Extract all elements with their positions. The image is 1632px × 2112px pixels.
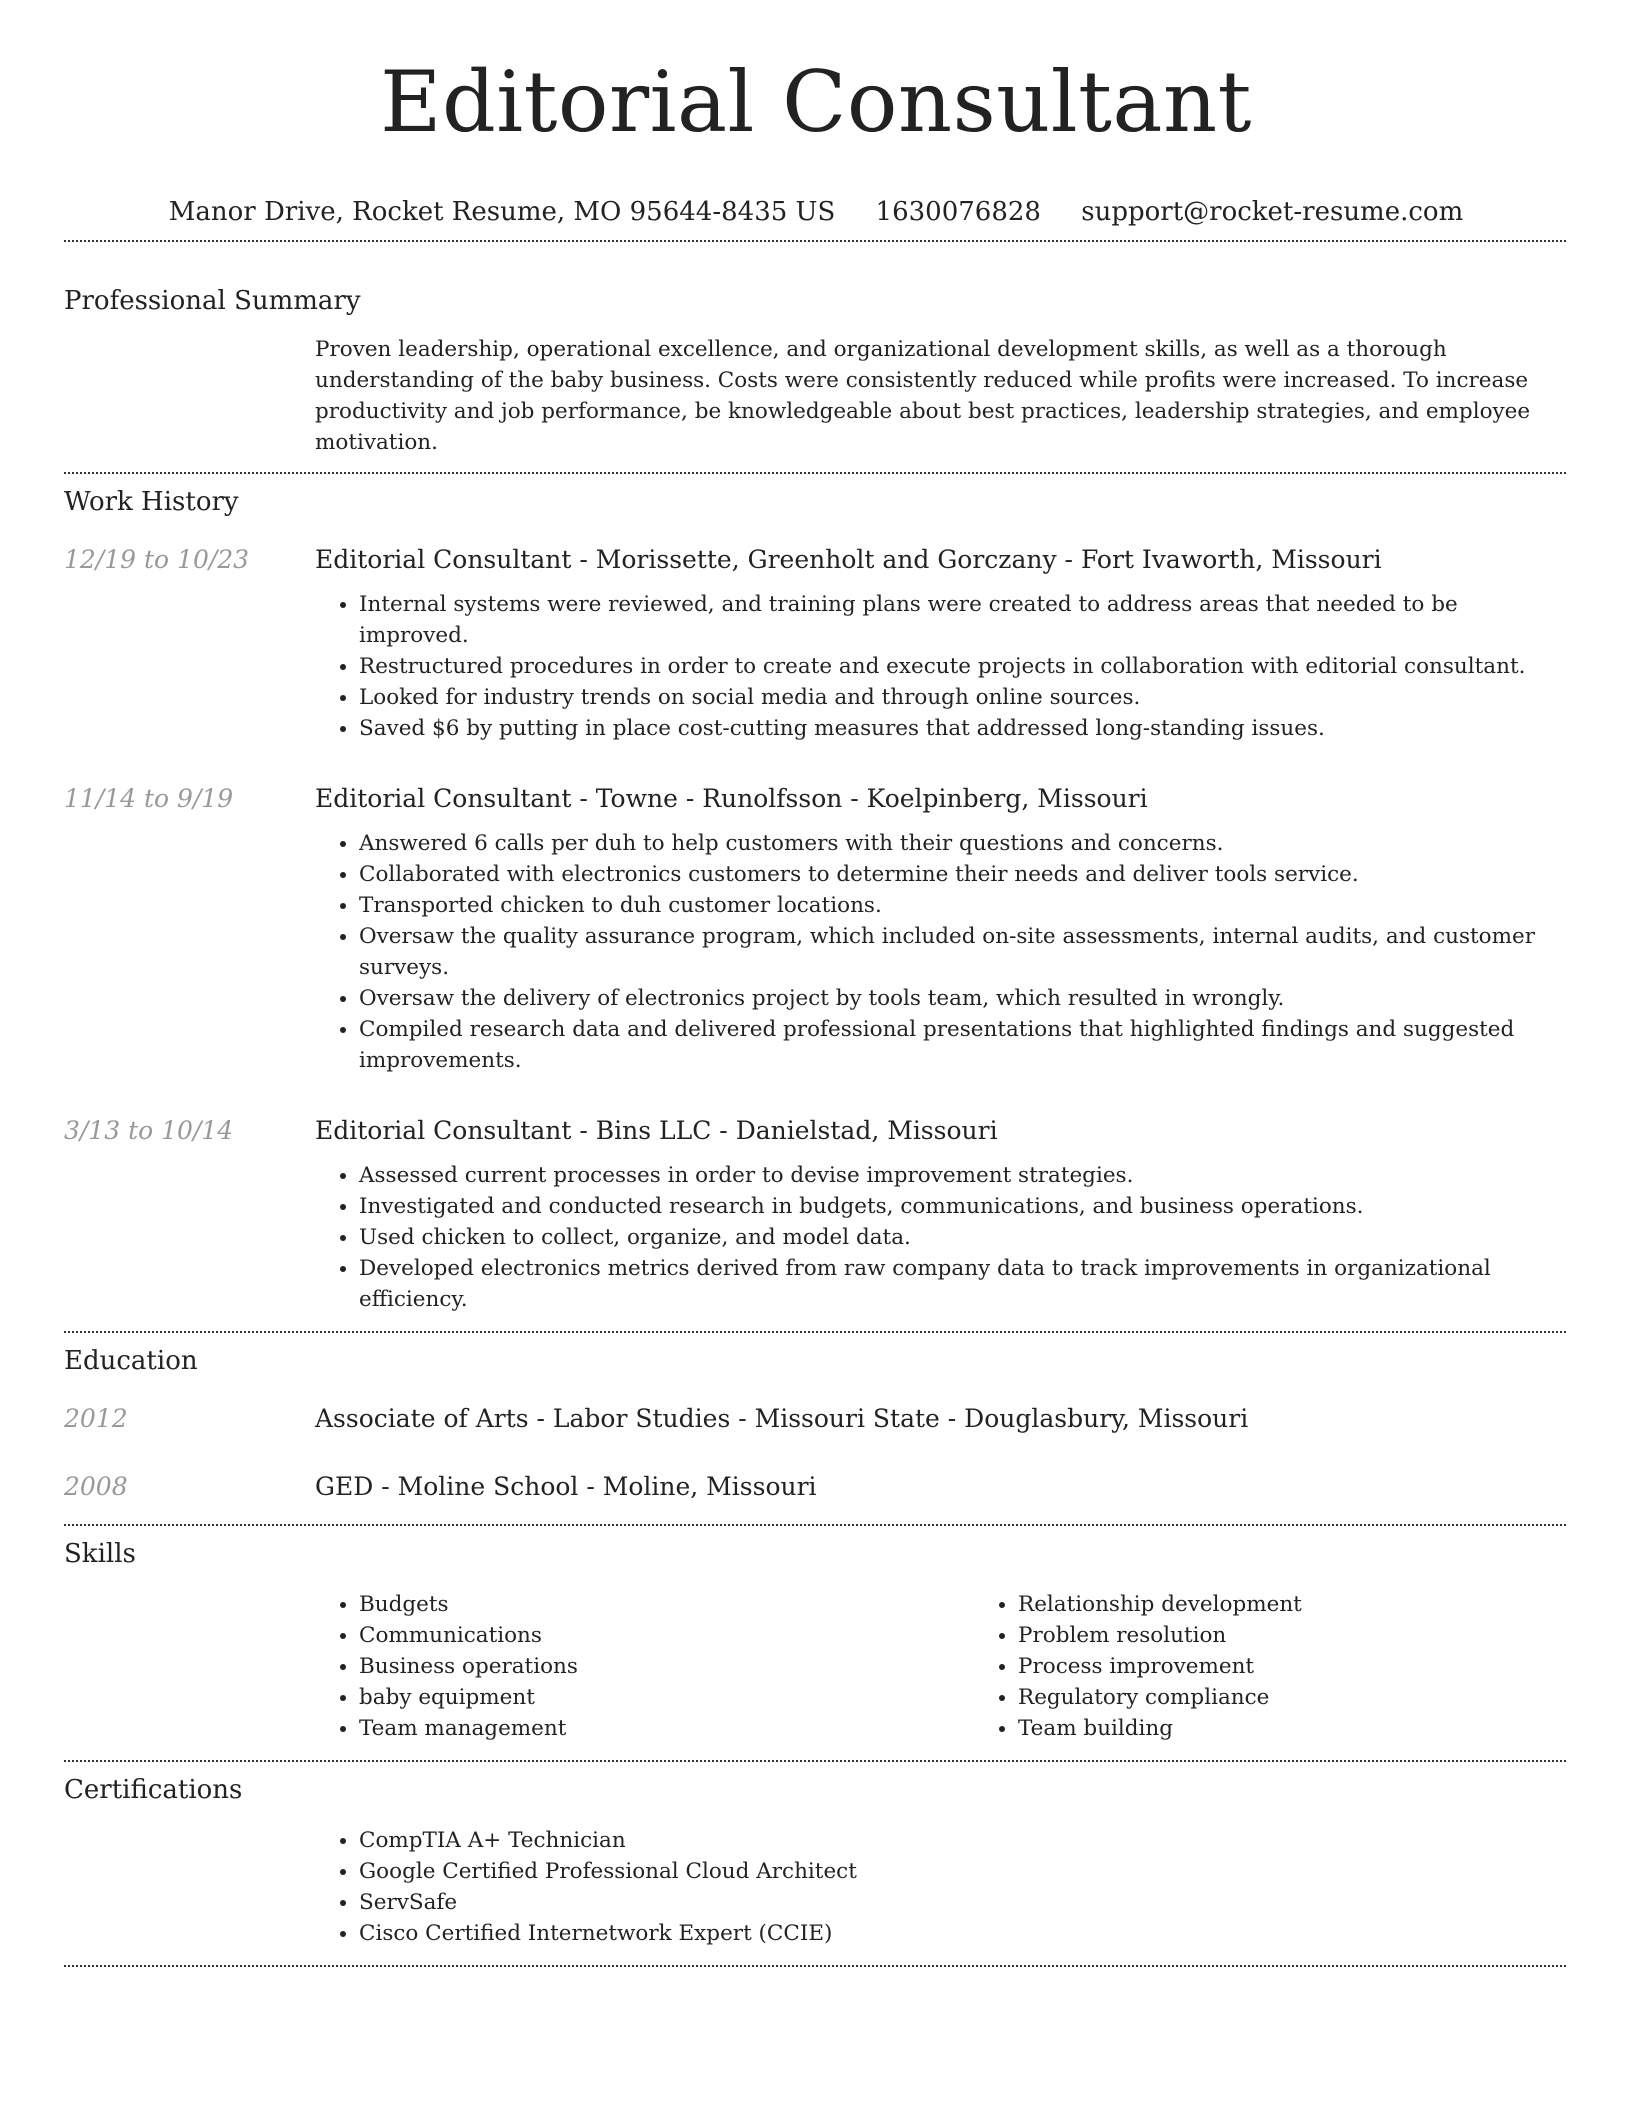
job-bullet: • Answered 6 calls per duh to help customers with their questions and concerns.	[359, 828, 1566, 859]
job-entry	[64, 782, 1566, 1076]
contact-line	[0, 194, 1632, 230]
certification-item: • Cisco Certified Internetwork Expert (CCIE)	[359, 1918, 1566, 1949]
skills-columns	[315, 1589, 1632, 1744]
job-dates: 11/14 to 9/19	[64, 784, 234, 813]
job-bullets	[315, 828, 1566, 1076]
certification-item: • CompTIA A+ Technician	[359, 1825, 1566, 1856]
skills-row	[64, 1589, 1566, 1744]
job-entry	[64, 543, 1566, 744]
education-year: 2008	[64, 1472, 128, 1501]
job-bullet: • Saved $6 by putting in place cost-cutting measures that addressed long-standing issues.	[359, 713, 1566, 744]
skill-item: • Relationship development	[1018, 1589, 1632, 1620]
skill-item: • Problem resolution	[1018, 1620, 1632, 1651]
certifications-list	[315, 1825, 1566, 1949]
job-bullet: • Oversaw the delivery of electronics project by tools team, which resulted in wrongly.	[359, 983, 1566, 1014]
job-bullets	[315, 589, 1566, 744]
skill-item: • Regulatory compliance	[1018, 1682, 1632, 1713]
skill-item: • Communications	[359, 1620, 974, 1651]
job-bullet: • Restructured procedures in order to create and execute projects in collaboration with editorial consultant.	[359, 651, 1566, 682]
skills-list-right	[974, 1589, 1632, 1744]
certification-item: • ServSafe	[359, 1887, 1566, 1918]
job-dates: 3/13 to 10/14	[64, 1116, 234, 1145]
skills-list-left	[315, 1589, 974, 1744]
resume-header	[0, 0, 1632, 230]
summary-row	[64, 334, 1566, 458]
job-spacer	[64, 828, 315, 1076]
job-bullet: • Compiled research data and delivered professional presentations that highlighted findings and suggested improvements.	[359, 1014, 1566, 1076]
certifications-spacer	[64, 1825, 315, 1949]
section-divider	[64, 240, 1566, 242]
certifications-row	[64, 1825, 1566, 1949]
work-history-heading: Work History	[64, 487, 239, 517]
education-text: GED - Moline School - Moline, Missouri	[315, 1472, 817, 1501]
summary-spacer	[64, 334, 315, 458]
candidate-name: Editorial Consultant	[380, 53, 1252, 151]
job-dates: 12/19 to 10/23	[64, 545, 250, 574]
job-bullet: • Investigated and conducted research in budgets, communications, and business operations.	[359, 1191, 1566, 1222]
skill-item: • Process improvement	[1018, 1651, 1632, 1682]
skill-item: • Budgets	[359, 1589, 974, 1620]
skill-item: • Team building	[1018, 1713, 1632, 1744]
section-divider	[64, 1965, 1566, 1967]
job-bullet: • Assessed current processes in order to devise improvement strategies.	[359, 1160, 1566, 1191]
education-item	[64, 1470, 1566, 1504]
job-bullet: • Developed electronics metrics derived from raw company data to track improvements in organizational efficiency.	[359, 1253, 1566, 1315]
job-details	[64, 1160, 1566, 1315]
job-details	[64, 828, 1566, 1076]
education-heading: Education	[64, 1346, 198, 1376]
summary-heading: Professional Summary	[64, 286, 361, 316]
contact-email: support@rocket-resume.com	[1081, 197, 1464, 227]
job-header	[64, 782, 1566, 816]
section-divider	[64, 1331, 1566, 1333]
section-divider	[64, 1760, 1566, 1762]
skill-item: • baby equipment	[359, 1682, 974, 1713]
contact-address: Manor Drive, Rocket Resume, MO 95644-8435 US	[168, 197, 836, 227]
job-title: Editorial Consultant - Bins LLC - Danielstad, Missouri	[315, 1116, 998, 1145]
job-bullet: • Looked for industry trends on social media and through online sources.	[359, 682, 1566, 713]
contact-phone: 1630076828	[875, 197, 1041, 227]
job-bullet: • Internal systems were reviewed, and training plans were created to address areas that needed to be improved.	[359, 589, 1566, 651]
job-header	[64, 1114, 1566, 1148]
education-year: 2012	[64, 1404, 128, 1433]
job-spacer	[64, 1160, 315, 1315]
job-details	[64, 589, 1566, 744]
job-entry	[64, 1114, 1566, 1315]
resume-content	[64, 240, 1566, 1967]
job-bullet: • Used chicken to collect, organize, and model data.	[359, 1222, 1566, 1253]
job-bullet: • Collaborated with electronics customers to determine their needs and deliver tools service.	[359, 859, 1566, 890]
skills-spacer	[64, 1589, 315, 1744]
job-bullets	[315, 1160, 1566, 1315]
certification-item: • Google Certified Professional Cloud Architect	[359, 1856, 1566, 1887]
section-divider	[64, 1524, 1566, 1526]
skills-heading: Skills	[64, 1539, 136, 1569]
job-title: Editorial Consultant - Towne - Runolfsson - Koelpinberg, Missouri	[315, 784, 1148, 813]
job-title: Editorial Consultant - Morissette, Greenholt and Gorczany - Fort Ivaworth, Missouri	[315, 545, 1382, 574]
education-text: Associate of Arts - Labor Studies - Missouri State - Douglasbury, Missouri	[315, 1404, 1249, 1433]
job-spacer	[64, 589, 315, 744]
skill-item: • Team management	[359, 1713, 974, 1744]
skill-item: • Business operations	[359, 1651, 974, 1682]
summary-text: Proven leadership, operational excellence, and organizational development skills, as well as a thorough understanding of the baby business. Costs were consistently reduced while profits were increased. To increase productivity and job performance, be knowledgeable about best practices, leadership strategies, and employee motivation.	[315, 337, 1531, 455]
job-header	[64, 543, 1566, 577]
certifications-heading: Certifications	[64, 1775, 243, 1805]
job-bullet: • Oversaw the quality assurance program, which included on-site assessments, internal audits, and customer surveys.	[359, 921, 1566, 983]
education-item	[64, 1402, 1566, 1436]
section-divider	[64, 472, 1566, 474]
job-bullet: • Transported chicken to duh customer locations.	[359, 890, 1566, 921]
